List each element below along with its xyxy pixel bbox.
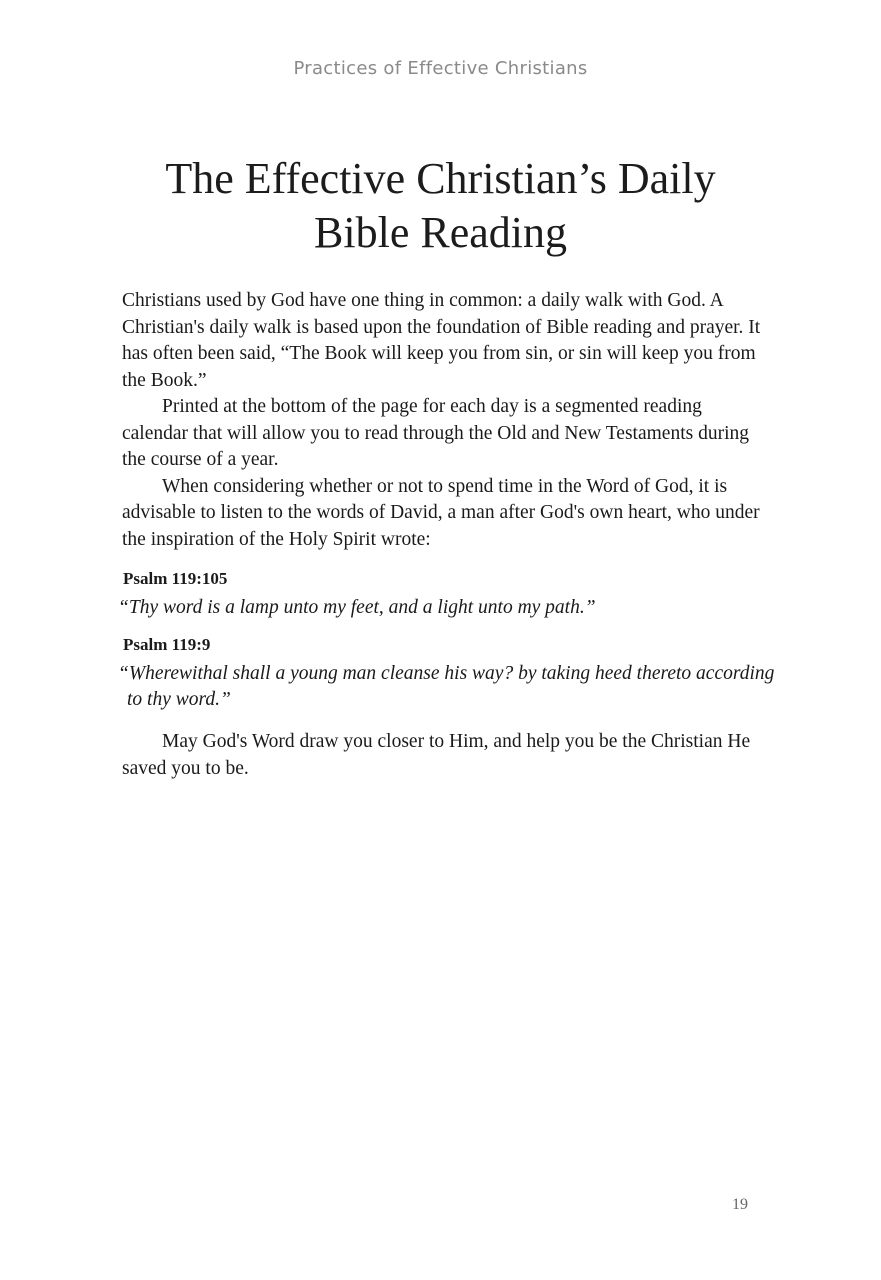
paragraph-calendar: Printed at the bottom of the page for each day is a segmented reading calendar that will allow you to read through the Old and New Testaments during the course of a year. (122, 396, 749, 470)
page-number: 19 (732, 1196, 748, 1213)
chapter-title-line-1: The Effective Christian’s Daily (165, 154, 716, 203)
body-text (122, 288, 770, 553)
running-header: Practices of Effective Christians (293, 58, 588, 79)
paragraph-intro: Christians used by God have one thing in common: a daily walk with God. A Christian's daily walk is based upon the foundation of Bible reading and prayer. It has often been said, “The Book will keep you from sin, or sin will keep you from the Book.” (122, 290, 761, 391)
chapter-title (60, 152, 821, 260)
chapter-title-line-2: Bible Reading (314, 208, 567, 257)
verse-block-1 (118, 566, 778, 621)
paragraph-david: When considering whether or not to spend time in the Word of God, it is advisable to listen to the words of David, a man after God's own heart, who under the inspiration of the Holy Spirit wrote: (122, 475, 760, 550)
closing-paragraph: May God's Word draw you closer to Him, and help you be the Christian He saved you to be. (122, 731, 751, 779)
verse-block-2 (118, 632, 778, 714)
verse-text: “Wherewithal shall a young man cleanse his way? by taking heed thereto according to thy word.” (118, 662, 775, 710)
verse-reference: Psalm 119:105 (123, 569, 228, 588)
verse-reference: Psalm 119:9 (123, 635, 211, 654)
verse-text: “Thy word is a lamp unto my feet, and a light unto my path.” (118, 596, 596, 618)
